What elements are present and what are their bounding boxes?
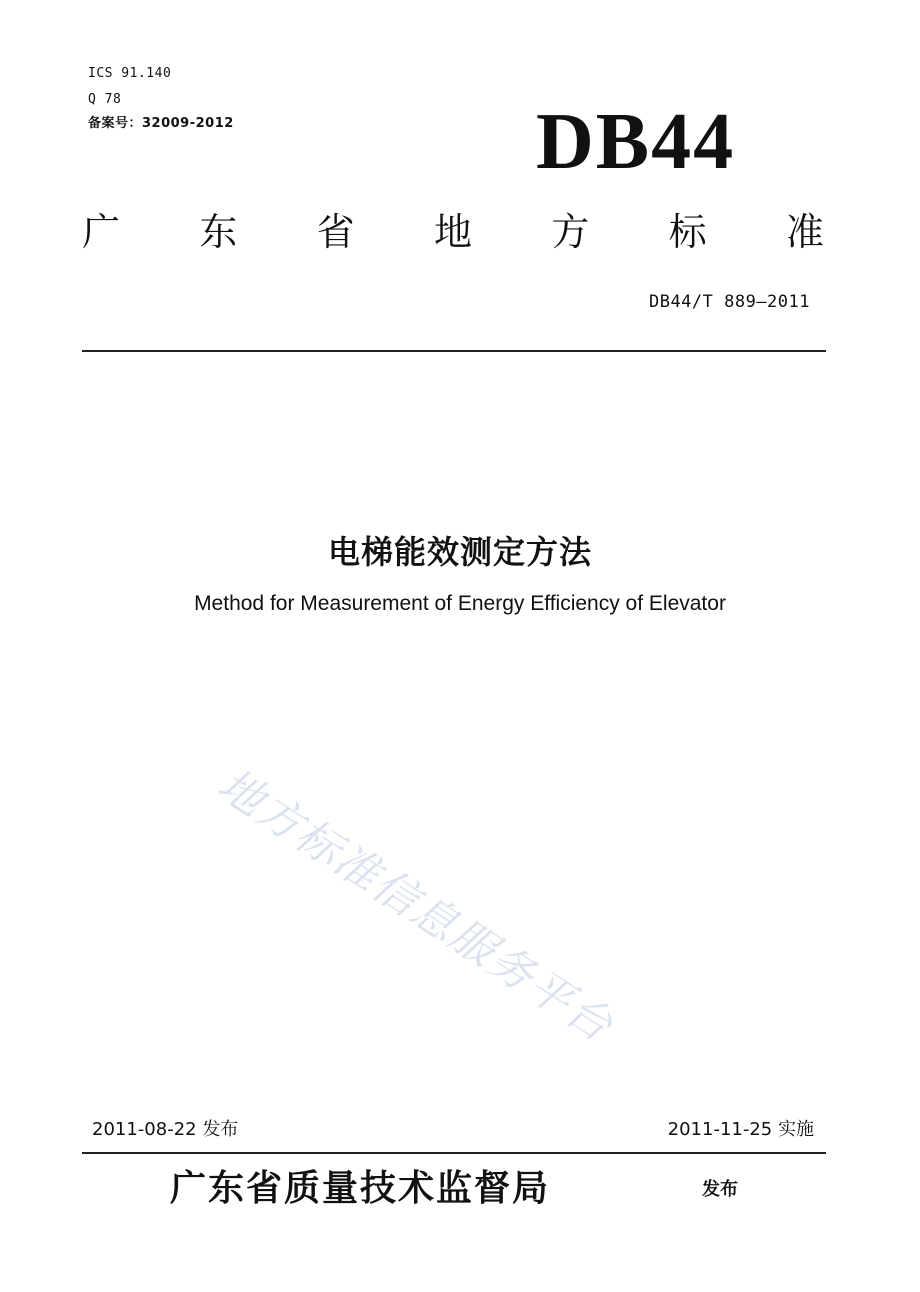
top-divider — [82, 350, 826, 352]
ics-code: ICS 91.140 — [88, 66, 172, 81]
issuing-authority: 广东省质量技术监督局 — [170, 1167, 551, 1209]
issue-date: 2011-08-22 发布 — [92, 1119, 239, 1140]
standard-type-char: 省 — [316, 210, 355, 254]
implementation-date: 2011-11-25 实施 — [667, 1119, 814, 1140]
bottom-divider — [82, 1152, 826, 1154]
watermark-text: 地方标准信息服务平台 — [208, 759, 623, 1053]
issuer-action-label: 发布 — [702, 1179, 738, 1200]
standard-type-char: 地 — [433, 210, 472, 254]
standard-type-char: 方 — [551, 210, 590, 254]
standard-type-char: 标 — [668, 210, 707, 254]
document-title-english: Method for Measurement of Energy Efficiency of Elevator — [194, 592, 726, 615]
standard-number: DB44/T 889—2011 — [648, 292, 810, 312]
standard-type-char: 准 — [785, 210, 824, 254]
standard-type-char: 东 — [199, 210, 238, 254]
standard-type-char: 广 — [82, 210, 121, 254]
ccs-code: Q 78 — [88, 92, 122, 107]
record-number: 备案号：32009-2012 — [88, 116, 234, 131]
standard-code-mark: DB44 — [536, 98, 736, 186]
standard-type-heading — [82, 206, 824, 258]
document-title-chinese: 电梯能效测定方法 — [327, 533, 592, 571]
